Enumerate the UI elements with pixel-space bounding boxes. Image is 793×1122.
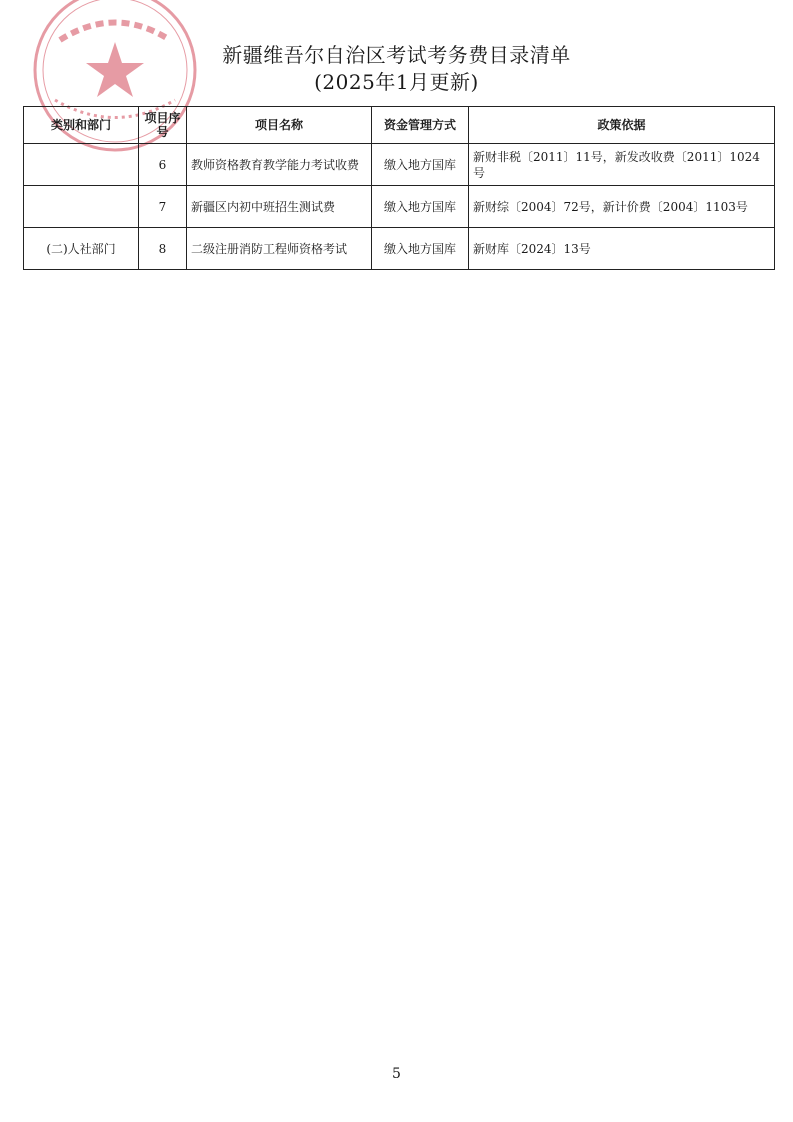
table-row — [24, 186, 775, 228]
cell-item-no: 8 — [139, 228, 187, 270]
cell-fund-management: 缴入地方国库 — [372, 228, 469, 270]
cell-fund-management: 缴入地方国库 — [372, 186, 469, 228]
header-item-name: 项目名称 — [187, 107, 372, 144]
cell-category: (二)人社部门 — [24, 228, 139, 270]
cell-item-no: 6 — [139, 144, 187, 186]
cell-item-no: 7 — [139, 186, 187, 228]
header-category: 类别和部门 — [24, 107, 139, 144]
cell-category — [24, 144, 139, 186]
cell-fund-management: 缴入地方国库 — [372, 144, 469, 186]
cell-category — [24, 186, 139, 228]
table-row — [24, 228, 775, 270]
cell-policy-basis: 新财综〔2004〕72号，新计价费〔2004〕1103号 — [469, 186, 775, 228]
table-row — [24, 144, 775, 186]
table-header-row — [24, 107, 775, 144]
cell-item-name: 二级注册消防工程师资格考试 — [187, 228, 372, 270]
cell-item-name: 教师资格教育教学能力考试收费 — [187, 144, 372, 186]
cell-policy-basis: 新财库〔2024〕13号 — [469, 228, 775, 270]
page-number: 5 — [392, 1066, 401, 1082]
fee-catalog-table — [23, 106, 775, 270]
header-item-no: 项目序号 — [139, 107, 187, 144]
cell-policy-basis: 新财非税〔2011〕11号，新发改收费〔2011〕1024号 — [469, 144, 775, 186]
document-subtitle: (2025年1月更新) — [314, 70, 479, 94]
document-title: 新疆维吾尔自治区考试考务费目录清单 — [222, 43, 571, 67]
header-policy-basis: 政策依据 — [469, 107, 775, 144]
header-fund-management: 资金管理方式 — [372, 107, 469, 144]
cell-item-name: 新疆区内初中班招生测试费 — [187, 186, 372, 228]
